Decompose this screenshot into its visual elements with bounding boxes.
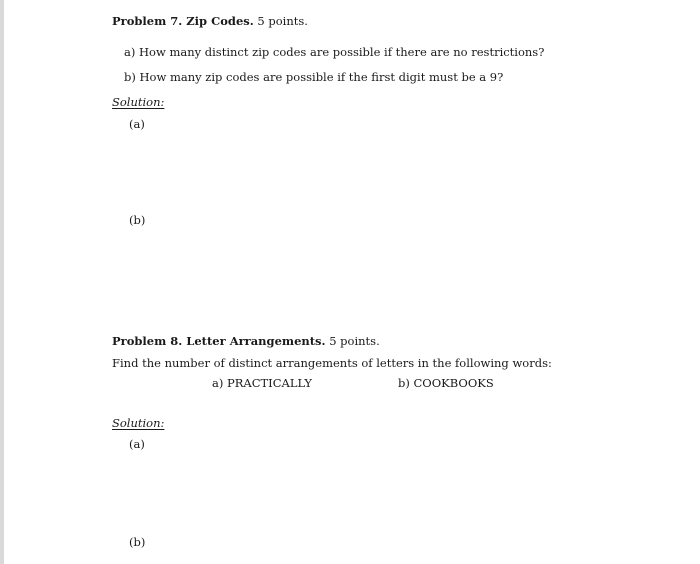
problem-7-points: 5 points.: [257, 14, 308, 28]
problem-8-answer-a-label: (a): [129, 437, 145, 451]
problem-8-answer-b-label: (b): [129, 535, 146, 549]
problem-7-answer-b-label: (b): [129, 213, 146, 227]
problem-8-solution-label: Solution:: [112, 416, 165, 430]
problem-8-points: 5 points.: [329, 334, 380, 348]
problem-7-title: Problem 7. Zip Codes.: [112, 14, 254, 28]
problem-8-word-b: b) COOKBOOKS: [398, 376, 494, 390]
problem-8-heading: [112, 334, 380, 348]
problem-8-title: Problem 8. Letter Arrangements.: [112, 334, 326, 348]
problem-8-word-a: a) PRACTICALLY: [212, 376, 312, 390]
problem-8-instruction: Find the number of distinct arrangements of letters in the following words:: [112, 356, 552, 370]
problem-7-answer-a-label: (a): [129, 117, 145, 131]
problem-7-solution-label: Solution:: [112, 95, 165, 109]
problem-7-heading: [112, 14, 308, 28]
problem-7-part-a: a) How many distinct zip codes are possible if there are no restrictions?: [124, 45, 545, 59]
problem-7-part-b: b) How many zip codes are possible if the first digit must be a 9?: [124, 70, 504, 84]
